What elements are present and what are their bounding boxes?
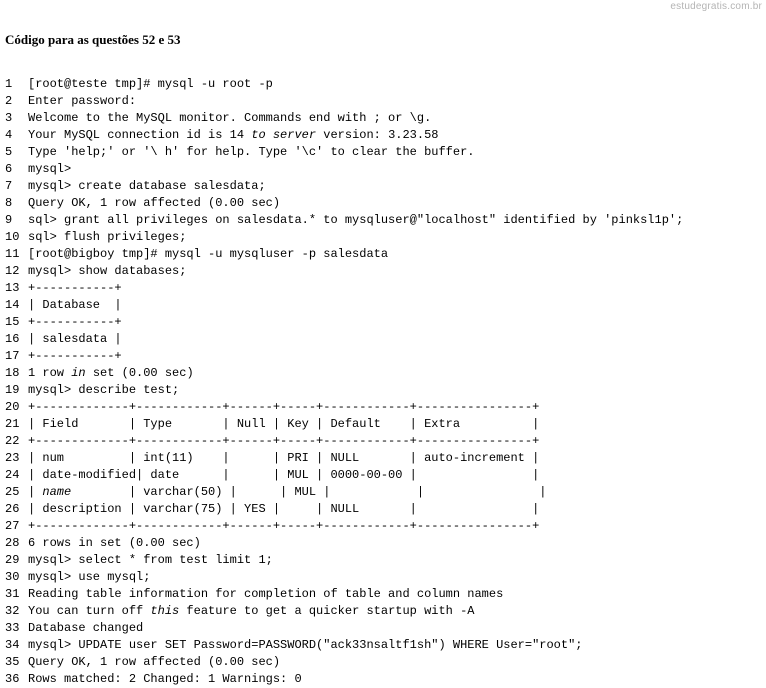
code-line xyxy=(5,331,683,348)
code-line xyxy=(5,297,683,314)
code-line xyxy=(5,467,683,484)
line-number: 1 xyxy=(5,77,13,91)
code-text: mysql> describe test; xyxy=(28,383,180,397)
line-number: 14 xyxy=(5,298,20,312)
code-text: Query OK, 1 row affected (0.00 sec) xyxy=(28,655,281,669)
line-number: 16 xyxy=(5,332,20,346)
code-text: mysql> select * from test limit 1; xyxy=(28,553,273,567)
line-number: 17 xyxy=(5,349,20,363)
code-line xyxy=(5,161,683,178)
code-text: | num | int(11) | | PRI | NULL | auto-increment | xyxy=(28,451,540,465)
code-text: feature to get a quicker startup with -A xyxy=(179,604,475,618)
code-text: mysql> xyxy=(28,162,72,176)
line-number: 7 xyxy=(5,179,13,193)
code-text: Your MySQL connection id is 14 xyxy=(28,128,252,142)
code-line xyxy=(5,569,683,586)
line-number: 23 xyxy=(5,451,20,465)
code-text: Rows matched: 2 Changed: 1 Warnings: 0 xyxy=(28,672,302,686)
code-text: Reading table information for completion of table and column names xyxy=(28,587,504,601)
code-line xyxy=(5,620,683,637)
code-text: | salesdata | xyxy=(28,332,122,346)
line-number: 33 xyxy=(5,621,20,635)
code-line xyxy=(5,552,683,569)
code-line xyxy=(5,144,683,161)
line-number: 15 xyxy=(5,315,20,329)
line-number: 3 xyxy=(5,111,13,125)
line-number: 22 xyxy=(5,434,20,448)
code-line xyxy=(5,518,683,535)
line-number: 36 xyxy=(5,672,20,686)
code-text: Database changed xyxy=(28,621,144,635)
line-number: 27 xyxy=(5,519,20,533)
code-text: You can turn off xyxy=(28,604,151,618)
code-text: Type 'help;' or '\ h' for help. Type '\c' to clear the buffer. xyxy=(28,145,475,159)
code-line xyxy=(5,365,683,382)
code-listing xyxy=(5,76,683,688)
code-text: version: 3.23.58 xyxy=(316,128,439,142)
code-line xyxy=(5,110,683,127)
code-text: | date-modified| date | | MUL | 0000-00-00 | | xyxy=(28,468,540,482)
code-text: | Field | Type | Null | Key | Default | Extra | xyxy=(28,417,540,431)
line-number: 5 xyxy=(5,145,13,159)
code-text: 6 rows in set (0.00 sec) xyxy=(28,536,201,550)
page-heading: Código para as questões 52 e 53 xyxy=(5,32,181,47)
line-number: 4 xyxy=(5,128,13,142)
code-text: this xyxy=(150,604,180,618)
line-number: 35 xyxy=(5,655,20,669)
code-line xyxy=(5,637,683,654)
line-number: 32 xyxy=(5,604,20,618)
line-number: 20 xyxy=(5,400,20,414)
line-number: 29 xyxy=(5,553,20,567)
code-line xyxy=(5,76,683,93)
code-line xyxy=(5,212,683,229)
line-number: 18 xyxy=(5,366,20,380)
code-line xyxy=(5,229,683,246)
code-line xyxy=(5,433,683,450)
code-line xyxy=(5,127,683,144)
code-line xyxy=(5,195,683,212)
code-line xyxy=(5,178,683,195)
code-line xyxy=(5,93,683,110)
line-number: 26 xyxy=(5,502,20,516)
code-text: sql> grant all privileges on salesdata.* to mysqluser@"localhost" identified by 'pinksl1p'; xyxy=(28,213,684,227)
code-line xyxy=(5,501,683,518)
line-number: 24 xyxy=(5,468,20,482)
code-text: Welcome to the MySQL monitor. Commands end with ; or \g. xyxy=(28,111,432,125)
code-text: +-------------+------------+------+-----+------------+----------------+ xyxy=(28,400,540,414)
code-text: set (0.00 sec) xyxy=(85,366,194,380)
code-line xyxy=(5,246,683,263)
line-number: 8 xyxy=(5,196,13,210)
code-line xyxy=(5,263,683,280)
code-text: | Database | xyxy=(28,298,122,312)
code-line xyxy=(5,654,683,671)
line-number: 30 xyxy=(5,570,20,584)
code-line xyxy=(5,603,683,620)
line-number: 31 xyxy=(5,587,20,601)
code-line xyxy=(5,280,683,297)
code-text: Enter password: xyxy=(28,94,137,108)
code-text: mysql> show databases; xyxy=(28,264,187,278)
code-text: +-----------+ xyxy=(28,281,122,295)
line-number: 10 xyxy=(5,230,20,244)
line-number: 2 xyxy=(5,94,13,108)
code-text: +-------------+------------+------+-----+------------+----------------+ xyxy=(28,434,540,448)
code-line xyxy=(5,416,683,433)
code-text: | description | varchar(75) | YES | | NULL | | xyxy=(28,502,540,516)
code-text: sql> flush privileges; xyxy=(28,230,187,244)
line-number: 6 xyxy=(5,162,13,176)
code-text: Query OK, 1 row affected (0.00 sec) xyxy=(28,196,281,210)
code-text: in xyxy=(71,366,86,380)
code-line xyxy=(5,314,683,331)
line-number: 19 xyxy=(5,383,20,397)
code-line xyxy=(5,671,683,688)
code-line xyxy=(5,382,683,399)
code-text: [root@teste tmp]# mysql -u root -p xyxy=(28,77,273,91)
code-text: [root@bigboy tmp]# mysql -u mysqluser -p salesdata xyxy=(28,247,389,261)
code-line xyxy=(5,348,683,365)
code-text: mysql> UPDATE user SET Password=PASSWORD("ack33nsaltf1sh") WHERE User="root"; xyxy=(28,638,583,652)
code-text: name xyxy=(42,485,72,499)
code-line xyxy=(5,586,683,603)
code-text: +-----------+ xyxy=(28,349,122,363)
code-text: +-------------+------------+------+-----+------------+----------------+ xyxy=(28,519,540,533)
code-text: mysql> use mysql; xyxy=(28,570,151,584)
line-number: 25 xyxy=(5,485,20,499)
line-number: 28 xyxy=(5,536,20,550)
code-line xyxy=(5,535,683,552)
code-line xyxy=(5,484,683,501)
watermark: estudegratis.com.br xyxy=(670,1,762,12)
code-line xyxy=(5,399,683,416)
code-text: to server xyxy=(251,128,317,142)
code-text: mysql> create database salesdata; xyxy=(28,179,266,193)
code-text: | xyxy=(28,485,43,499)
code-text: +-----------+ xyxy=(28,315,122,329)
code-text: 1 row xyxy=(28,366,72,380)
line-number: 21 xyxy=(5,417,20,431)
line-number: 13 xyxy=(5,281,20,295)
line-number: 9 xyxy=(5,213,13,227)
code-text: | varchar(50) | | MUL | | | xyxy=(71,485,547,499)
line-number: 11 xyxy=(5,247,20,261)
code-line xyxy=(5,450,683,467)
line-number: 34 xyxy=(5,638,20,652)
line-number: 12 xyxy=(5,264,20,278)
